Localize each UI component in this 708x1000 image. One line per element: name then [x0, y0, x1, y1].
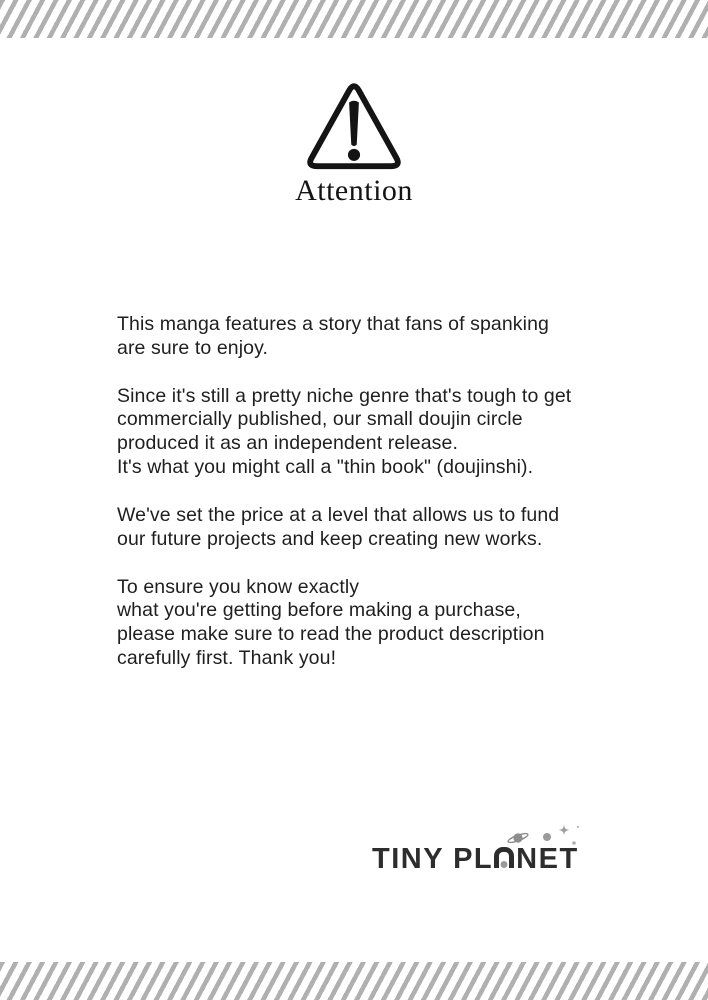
text-line: are sure to enjoy.	[117, 336, 269, 359]
hazard-stripe-band-bottom	[0, 962, 708, 1000]
text-line: carefully first. Thank you!	[117, 646, 337, 669]
paragraph	[117, 504, 571, 551]
attention-label: Attention	[295, 174, 413, 207]
text-line: We've set the price at a level that allows us to fund	[117, 503, 560, 526]
text-line: It's what you might call a "thin book" (doujinshi).	[117, 455, 534, 478]
paragraph	[117, 576, 571, 671]
logo-text-part1: TINY PL	[372, 843, 494, 875]
logo-letter-a	[494, 847, 514, 868]
attention-header	[0, 76, 708, 206]
logo-text	[372, 845, 579, 874]
text-line: To ensure you know exactly	[117, 575, 360, 598]
logo-a-dot	[501, 861, 508, 868]
hazard-stripe-band-top	[0, 0, 708, 38]
tiny-planet-logo	[372, 828, 590, 874]
warning-triangle-icon	[301, 76, 407, 174]
orbit-dot-icon	[543, 833, 551, 841]
notice-text	[117, 313, 571, 695]
logo-text-part2: NET	[516, 843, 579, 875]
text-line: Since it's still a pretty niche genre that's tough to get	[117, 384, 572, 407]
text-line: commercially published, our small doujin circle	[117, 408, 523, 431]
tiny-dot-icon	[577, 826, 579, 828]
paragraph	[117, 385, 571, 480]
sparkle-icon	[559, 825, 570, 836]
text-line: This manga features a story that fans of spanking	[117, 313, 549, 335]
text-line: what you're getting before making a purchase,	[117, 599, 521, 622]
text-line: produced it as an independent release.	[117, 432, 458, 455]
text-line: please make sure to read the product description	[117, 622, 545, 645]
text-line: our future projects and keep creating new works.	[117, 527, 543, 550]
paragraph	[117, 313, 571, 360]
